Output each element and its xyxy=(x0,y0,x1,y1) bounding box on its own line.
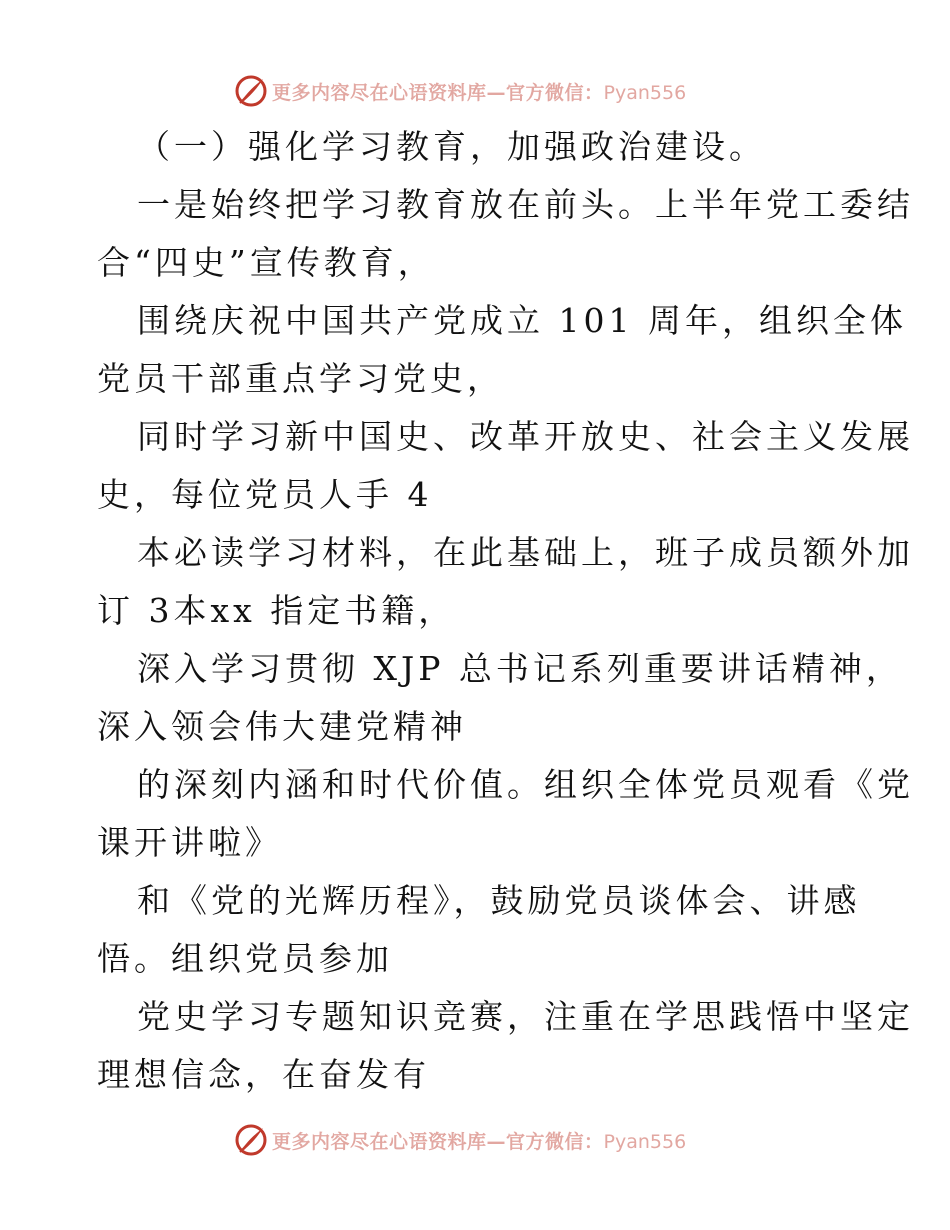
quill-pen-logo-icon xyxy=(234,74,268,108)
paragraph-line: 悟。组织党员参加 xyxy=(97,939,393,978)
section-heading: （一）强化学习教育，加强政治建设。 xyxy=(137,127,766,166)
paragraph-line: 订 3本xx 指定书籍， xyxy=(97,591,456,630)
watermark-text: 更多内容尽在心语资料库—官方微信：Pyan556 xyxy=(272,1130,687,1153)
watermark-text: 更多内容尽在心语资料库—官方微信：Pyan556 xyxy=(272,81,687,104)
paragraph-line: 党员干部重点学习党史， xyxy=(97,359,504,398)
paragraph-line: 课开讲啦》 xyxy=(97,823,282,862)
paragraph-line: 的深刻内涵和时代价值。组织全体党员观看《党 xyxy=(137,765,914,804)
footer-watermark xyxy=(234,1122,686,1158)
header-watermark xyxy=(234,73,686,109)
document-body xyxy=(97,118,914,1104)
paragraph-line: 本必读学习材料，在此基础上，班子成员额外加 xyxy=(137,533,914,572)
wechat-id: Pyan556 xyxy=(603,1130,687,1153)
paragraph-line: 深入学习贯彻 XJP 总书记系列重要讲话精神， xyxy=(137,649,903,688)
paragraph-line: 党史学习专题知识竞赛，注重在学思践悟中坚定 xyxy=(137,997,914,1036)
quill-pen-logo-icon xyxy=(234,1123,268,1157)
paragraph-line: 合“四史”宣传教育， xyxy=(97,243,435,282)
paragraph-line: 和《党的光辉历程》，鼓励党员谈体会、讲感 xyxy=(137,881,861,920)
paragraph-line: 深入领会伟大建党精神 xyxy=(97,707,467,746)
paragraph-line: 围绕庆祝中国共产党成立 101 周年，组织全体 xyxy=(137,301,907,340)
wechat-id: Pyan556 xyxy=(603,81,687,104)
paragraph-line: 理想信念，在奋发有 xyxy=(97,1055,430,1094)
paragraph-line: 一是始终把学习教育放在前头。上半年党工委结 xyxy=(137,185,914,224)
paragraph-line: 同时学习新中国史、改革开放史、社会主义发展 xyxy=(137,417,914,456)
paragraph-line: 史，每位党员人手 4 xyxy=(97,475,433,514)
